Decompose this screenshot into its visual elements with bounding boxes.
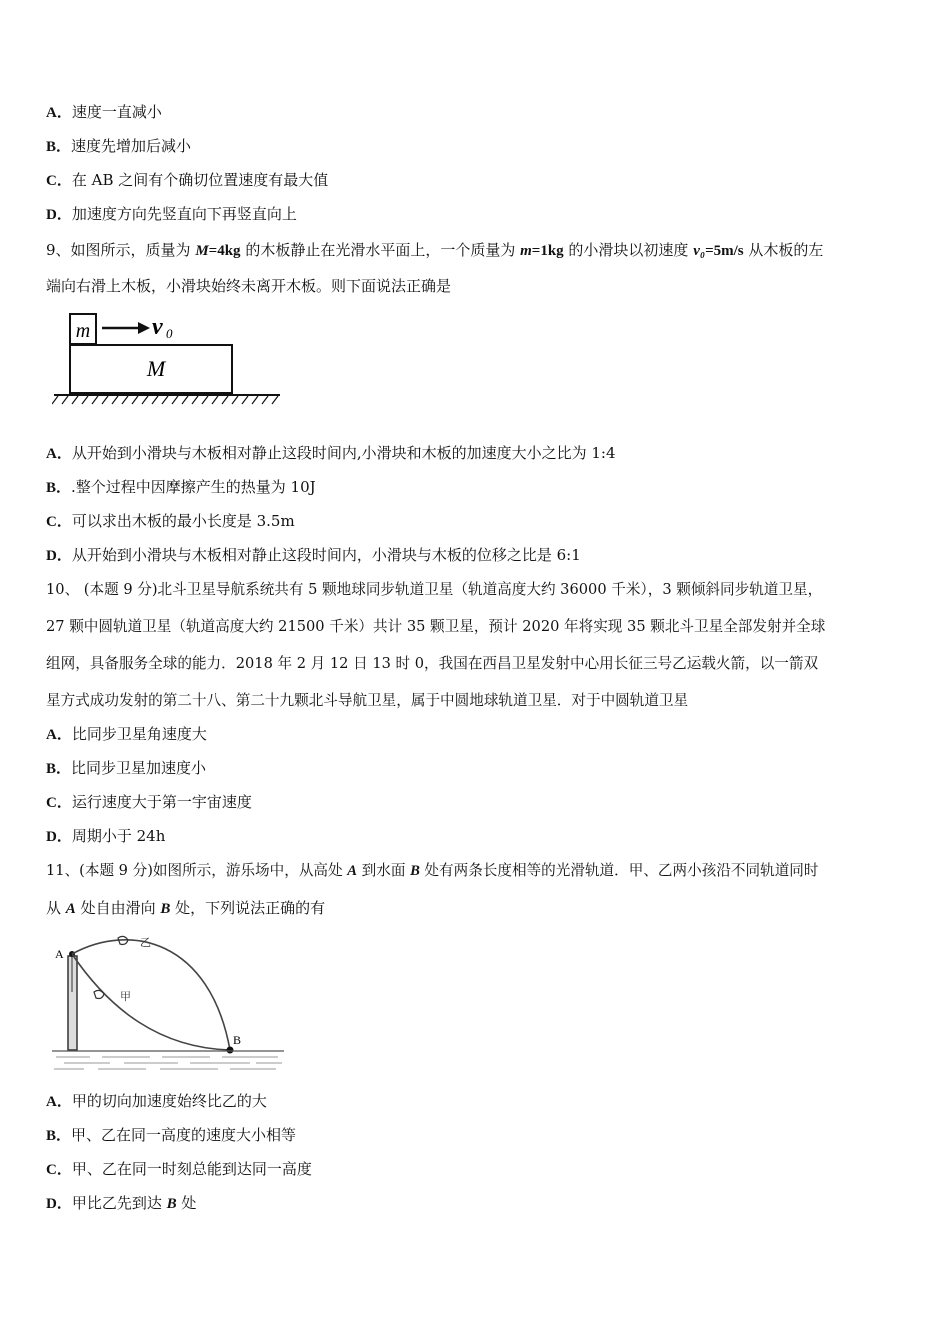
q9-figure-label-v-sub: 0 xyxy=(166,326,173,341)
q10-option-a: A．比同步卫星角速度大 xyxy=(46,725,207,743)
q9-figure-label-M: M xyxy=(146,356,166,381)
q11-stem-line2: 从 A 处自由滑向 B 处，下列说法正确的有 xyxy=(46,899,326,917)
q9-option-d: D．从开始到小滑块与木板相对静止这段时间内，小滑块与木板的位移之比是 6:1 xyxy=(46,546,581,564)
q9-option-a: A．从开始到小滑块与木板相对静止这段时间内,小滑块和木板的加速度大小之比为 1:4 xyxy=(46,444,616,462)
q11-figure-slides xyxy=(50,930,286,1072)
q8-option-c: C．在 AB 之间有个确切位置速度有最大值 xyxy=(46,171,329,189)
q11-option-a: A．甲的切向加速度始终比乙的大 xyxy=(46,1092,267,1110)
q11-option-d: D．甲比乙先到达 B 处 xyxy=(46,1194,197,1212)
q11-figure-label-jia: 甲 xyxy=(120,990,131,1003)
q10-option-c: C．运行速度大于第一宇宙速度 xyxy=(46,793,252,811)
q11-figure-label-b: B xyxy=(233,1033,242,1047)
q9-figure-label-v: v xyxy=(152,314,163,340)
q10-stem-line4: 星方式成功发射的第二十八、第二十九颗北斗导航卫星，属于中圆地球轨道卫星．对于中圆轨道卫星 xyxy=(46,692,689,709)
q9-stem-line1: 9、如图所示，质量为 M=4kg 的木板静止在光滑水平面上，一个质量为 m=1kg 的小滑块以初速度 v₀=5m/s 从木板的左 xyxy=(46,241,824,259)
q8-option-d: D．加速度方向先竖直向下再竖直向上 xyxy=(46,205,297,223)
q9-stem-line2: 端向右滑上木板，小滑块始终未离开木板。则下面说法正确是 xyxy=(46,277,452,295)
q11-stem-line1: 11、(本题 9 分)如图所示，游乐场中，从高处 A 到水面 B 处有两条长度相等的光滑轨道．甲、乙两小孩沿不同轨道同时 xyxy=(46,862,819,879)
q11-option-c: C．甲、乙在同一时刻总能到达同一高度 xyxy=(46,1160,312,1178)
q11-figure-label-a: A xyxy=(55,947,64,961)
q11-figure-child-jia xyxy=(94,990,104,998)
q10-option-d: D．周期小于 24h xyxy=(46,827,166,845)
q9-option-b: B．.整个过程中因摩擦产生的热量为 10J xyxy=(46,478,316,496)
q9-figure-label-m: m xyxy=(75,320,91,342)
q10-stem-line1: 10、 (本题 9 分)北斗卫星导航系统共有 5 颗地球同步轨道卫星（轨道高度大约 36000 千米），3 颗倾斜同步轨道卫星， xyxy=(46,581,823,598)
q8-option-b: B．速度先增加后减小 xyxy=(46,137,192,155)
q9-option-c: C．可以求出木板的最小长度是 3.5m xyxy=(46,512,295,530)
q8-option-a: A．速度一直减小 xyxy=(46,103,162,121)
q10-stem-line2: 27 颗中圆轨道卫星（轨道高度大约 21500 千米）共计 35 颗卫星，预计 2020 年将实现 35 颗北斗卫星全部发射并全球 xyxy=(46,618,826,635)
q11-figure-label-yi: 乙 xyxy=(140,936,151,949)
q11-option-b: B．甲、乙在同一高度的速度大小相等 xyxy=(46,1126,297,1144)
q10-stem-line3: 组网，具备服务全球的能力．2018 年 2 月 12 日 13 时 0，我国在西昌卫星发射中心用长征三号乙运载火箭，以一箭双 xyxy=(46,655,819,672)
q10-option-b: B．比同步卫星加速度小 xyxy=(46,759,207,777)
q9-figure-block-on-board xyxy=(52,306,284,410)
